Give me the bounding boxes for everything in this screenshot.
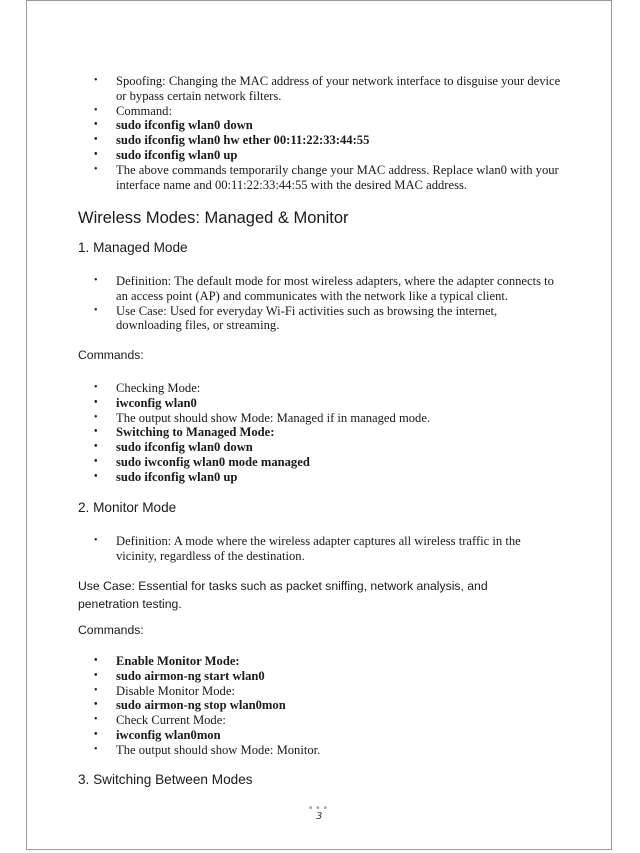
list-item-text: The above commands temporarily change your MAC address. Replace wlan0 with your interface name and 00:11:22:33:44:55 with the desired MAC address. <box>116 162 559 192</box>
bullet-icon: • <box>94 396 98 408</box>
monitor-commands-label: Commands: <box>78 623 144 637</box>
monitor-use-case: Use Case: Essential for tasks such as packet sniffing, network analysis, and penetration testing. <box>78 579 488 611</box>
list-item <box>94 274 564 304</box>
bullet-icon: • <box>94 275 98 286</box>
list-item <box>94 455 564 470</box>
list-item <box>94 470 564 485</box>
bullet-icon: • <box>94 134 98 146</box>
list-item <box>94 669 564 684</box>
list-item-text: Enable Monitor Mode: <box>116 654 240 668</box>
list-item <box>94 728 564 743</box>
list-item <box>94 104 564 119</box>
list-item <box>94 148 564 163</box>
bullet-icon: • <box>94 104 98 116</box>
monitor-mode-list <box>94 534 564 564</box>
bullet-icon: • <box>94 535 98 546</box>
bullet-icon: • <box>94 382 98 393</box>
list-item-text: sudo ifconfig wlan0 down <box>116 440 253 455</box>
list-item <box>94 163 564 193</box>
list-item <box>94 396 564 411</box>
list-item-text: Disable Monitor Mode: <box>116 683 235 698</box>
managed-mode-heading: 1. Managed Mode <box>78 240 188 255</box>
list-item-text: sudo ifconfig wlan0 down <box>116 118 253 133</box>
bullet-icon: • <box>94 426 98 438</box>
list-item-text: Switching to Managed Mode: <box>116 425 275 440</box>
bullet-icon: • <box>94 75 98 86</box>
list-item <box>94 713 564 728</box>
list-item-text: sudo airmon-ng start wlan0 <box>116 668 265 683</box>
footer-dots: ••• <box>308 804 330 814</box>
list-item <box>94 440 564 455</box>
bullet-icon: • <box>94 714 98 726</box>
list-item-text: The output should show Mode: Managed if in managed mode. <box>116 410 431 425</box>
list-item <box>94 684 564 699</box>
list-item-text: sudo iwconfig wlan0 mode managed <box>116 454 310 469</box>
list-item-text: The output should show Mode: Monitor. <box>116 742 321 757</box>
list-item-text: Command: <box>116 103 172 118</box>
list-item-text: Use Case: Used for everyday Wi-Fi activities such as browsing the internet, downloading files, or streaming. <box>116 303 498 333</box>
list-item <box>94 743 564 758</box>
bullet-icon: • <box>94 119 98 131</box>
bullet-icon: • <box>94 669 98 681</box>
list-item-text: iwconfig wlan0mon <box>116 727 221 742</box>
list-item-text: Check Current Mode: <box>116 713 226 728</box>
list-item <box>94 118 564 133</box>
list-item-text: Definition: The default mode for most wireless adapters, where the adapter connects to an access point (AP) and communicates with the network like a typical client. <box>116 274 554 303</box>
list-item <box>94 534 564 564</box>
managed-commands-list <box>94 381 564 485</box>
page-number: 3 <box>316 811 323 822</box>
bullet-icon: • <box>94 684 98 696</box>
bullet-icon: • <box>94 163 98 175</box>
list-item <box>94 411 564 426</box>
list-item <box>94 381 564 396</box>
list-item-text: Spoofing: Changing the MAC address of your network interface to disguise your device or bypass certain network filters. <box>116 74 561 103</box>
managed-commands-label: Commands: <box>78 348 144 362</box>
bullet-icon: • <box>94 148 98 160</box>
bullet-icon: • <box>94 441 98 453</box>
list-item-text: sudo ifconfig wlan0 up <box>116 147 238 162</box>
list-item-text: Checking Mode: <box>116 381 201 395</box>
list-item-text: Definition: A mode where the wireless adapter captures all wireless traffic in the vicinity, regardless of the destination. <box>116 534 521 563</box>
bullet-icon: • <box>94 655 98 666</box>
list-item <box>94 425 564 440</box>
list-item-text: sudo airmon-ng stop wlan0mon <box>116 698 286 713</box>
bullet-icon: • <box>94 470 98 482</box>
monitor-mode-heading: 2. Monitor Mode <box>78 500 177 515</box>
managed-mode-list <box>94 274 564 333</box>
intro-list <box>94 74 564 192</box>
bullet-icon: • <box>94 411 98 423</box>
list-item <box>94 698 564 713</box>
list-item <box>94 304 564 334</box>
list-item <box>94 133 564 148</box>
list-item <box>94 74 564 104</box>
bullet-icon: • <box>94 304 98 316</box>
list-item-text: iwconfig wlan0 <box>116 395 197 410</box>
switching-modes-heading: 3. Switching Between Modes <box>78 772 253 787</box>
bullet-icon: • <box>94 699 98 711</box>
bullet-icon: • <box>94 743 98 755</box>
list-item-text: sudo ifconfig wlan0 up <box>116 469 238 484</box>
bullet-icon: • <box>94 728 98 740</box>
list-item-text: sudo ifconfig wlan0 hw ether 00:11:22:33:44:55 <box>116 133 370 148</box>
list-item <box>94 654 564 669</box>
monitor-commands-list <box>94 654 564 758</box>
section-title: Wireless Modes: Managed & Monitor <box>78 209 349 227</box>
bullet-icon: • <box>94 455 98 467</box>
